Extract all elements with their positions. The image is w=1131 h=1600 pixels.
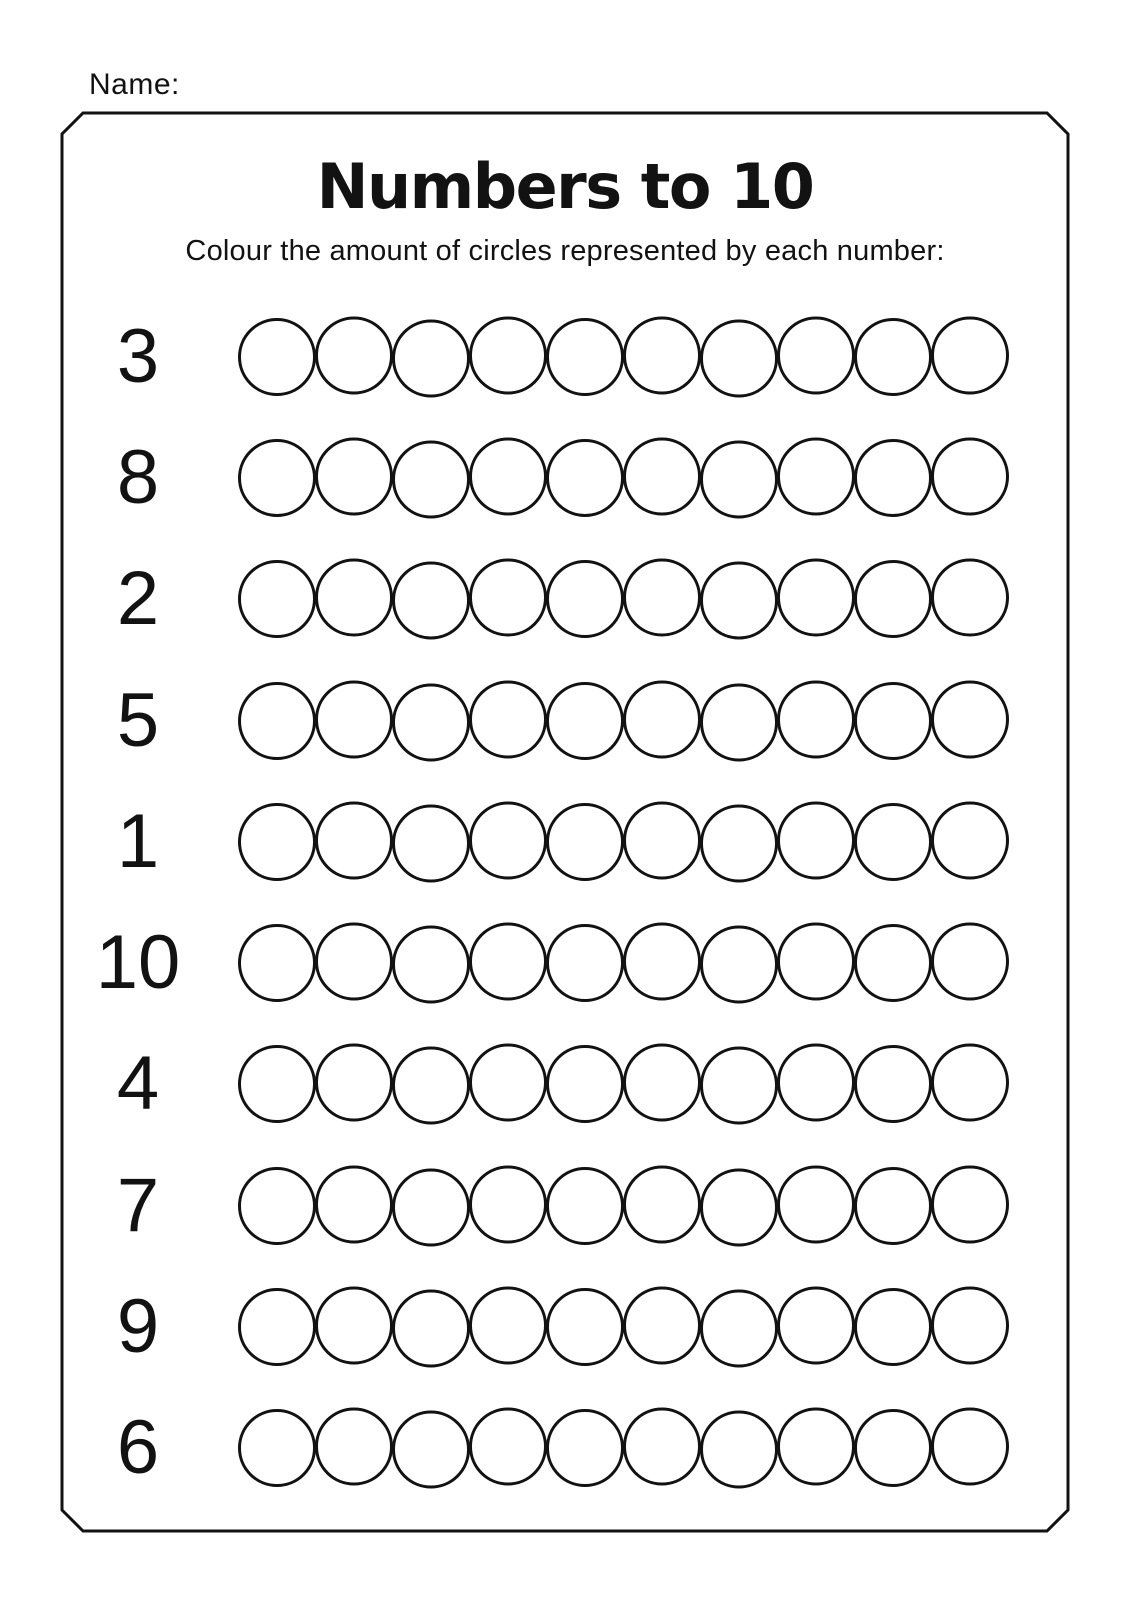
circle[interactable] [931,680,1009,758]
circle[interactable] [777,559,855,637]
worksheet-row [62,781,1068,902]
row-circles [238,560,1009,638]
circle[interactable] [623,801,701,879]
circle[interactable] [854,1045,932,1123]
circle[interactable] [700,440,778,518]
circle[interactable] [469,559,547,637]
circle[interactable] [700,804,778,882]
circle[interactable] [469,923,547,1001]
row-number: 7 [116,1162,160,1248]
circle[interactable] [700,1168,778,1246]
circle[interactable] [315,923,393,1001]
circle[interactable] [238,439,316,517]
circle[interactable] [854,439,932,517]
row-circles [238,439,1009,517]
circle[interactable] [854,803,932,881]
circle[interactable] [315,801,393,879]
circle[interactable] [777,801,855,879]
circle[interactable] [392,562,470,640]
circle[interactable] [623,559,701,637]
circle[interactable] [315,1408,393,1486]
circle[interactable] [392,1290,470,1368]
worksheet-row [62,902,1068,1023]
circle[interactable] [623,316,701,394]
circle[interactable] [238,1409,316,1487]
circle[interactable] [238,560,316,638]
circle[interactable] [238,1167,316,1245]
row-number: 5 [116,677,160,763]
row-circles [238,924,1009,1002]
row-number: 10 [95,920,181,1006]
circle[interactable] [469,1044,547,1122]
circle[interactable] [469,1408,547,1486]
circle[interactable] [777,1165,855,1243]
circle[interactable] [238,682,316,760]
circle[interactable] [700,1047,778,1125]
circle[interactable] [546,1045,624,1123]
circle[interactable] [854,318,932,396]
circle[interactable] [854,1167,932,1245]
circle[interactable] [777,680,855,758]
row-number: 2 [116,556,160,642]
worksheet-row [62,1388,1068,1509]
circle[interactable] [931,801,1009,879]
row-number: 8 [116,434,160,520]
circle[interactable] [931,559,1009,637]
circle[interactable] [546,1409,624,1487]
worksheet-row [62,1024,1068,1145]
circle[interactable] [931,923,1009,1001]
circle[interactable] [623,437,701,515]
worksheet-row [62,660,1068,781]
circle[interactable] [623,1408,701,1486]
row-circles [238,803,1009,881]
circle[interactable] [931,1044,1009,1122]
worksheet-row [62,296,1068,417]
circle[interactable] [854,1288,932,1366]
circle[interactable] [469,680,547,758]
circle[interactable] [469,316,547,394]
row-circles [238,1167,1009,1245]
page-title: Numbers to 10 [316,150,814,223]
row-circles [238,1045,1009,1123]
circle[interactable] [700,1411,778,1489]
circle[interactable] [854,1409,932,1487]
circle[interactable] [546,318,624,396]
circle[interactable] [623,923,701,1001]
circle[interactable] [238,318,316,396]
worksheet-row [62,1145,1068,1266]
row-circles [238,682,1009,760]
circle[interactable] [931,437,1009,515]
circle[interactable] [238,1045,316,1123]
circle[interactable] [238,803,316,881]
circle[interactable] [469,1165,547,1243]
circle[interactable] [854,924,932,1002]
circle[interactable] [315,1044,393,1122]
circle[interactable] [623,680,701,758]
worksheet-row [62,1266,1068,1387]
circle[interactable] [315,1165,393,1243]
circle[interactable] [623,1287,701,1365]
circle[interactable] [777,1044,855,1122]
worksheet-content [62,113,1068,1531]
circle[interactable] [392,804,470,882]
circle[interactable] [546,1288,624,1366]
circle[interactable] [238,924,316,1002]
rows [62,296,1068,1509]
name-label: Name: [89,68,180,101]
circle[interactable] [392,1047,470,1125]
circle[interactable] [700,1290,778,1368]
circle[interactable] [931,1287,1009,1365]
circle[interactable] [238,1288,316,1366]
circle[interactable] [392,1411,470,1489]
circle[interactable] [546,560,624,638]
circle[interactable] [777,316,855,394]
circle[interactable] [700,319,778,397]
worksheet-row [62,539,1068,660]
row-number: 9 [116,1284,160,1370]
worksheet-row [62,417,1068,538]
circle[interactable] [546,1167,624,1245]
circle[interactable] [315,680,393,758]
circle[interactable] [777,1287,855,1365]
row-number: 3 [116,313,160,399]
circle[interactable] [777,437,855,515]
circle[interactable] [469,801,547,879]
circle[interactable] [546,439,624,517]
circle[interactable] [777,1408,855,1486]
row-circles [238,318,1009,396]
circle[interactable] [392,1168,470,1246]
circle[interactable] [392,319,470,397]
circle[interactable] [854,560,932,638]
circle[interactable] [700,562,778,640]
circle[interactable] [469,1287,547,1365]
circle[interactable] [931,316,1009,394]
circle[interactable] [315,1287,393,1365]
row-number: 1 [116,798,160,884]
circle[interactable] [315,437,393,515]
circle[interactable] [777,923,855,1001]
circle[interactable] [623,1165,701,1243]
circle[interactable] [392,440,470,518]
circle[interactable] [854,682,932,760]
instruction-text: Colour the amount of circles represented by each number: [185,235,945,268]
row-circles [238,1409,1009,1487]
circle[interactable] [700,926,778,1004]
circle[interactable] [700,683,778,761]
circle[interactable] [931,1165,1009,1243]
circle[interactable] [392,926,470,1004]
circle[interactable] [931,1408,1009,1486]
circle[interactable] [315,559,393,637]
circle[interactable] [546,924,624,1002]
circle[interactable] [469,437,547,515]
circle[interactable] [623,1044,701,1122]
circle[interactable] [315,316,393,394]
row-circles [238,1288,1009,1366]
circle[interactable] [546,803,624,881]
row-number: 6 [116,1405,160,1491]
circle[interactable] [546,682,624,760]
row-number: 4 [116,1041,160,1127]
circle[interactable] [392,683,470,761]
